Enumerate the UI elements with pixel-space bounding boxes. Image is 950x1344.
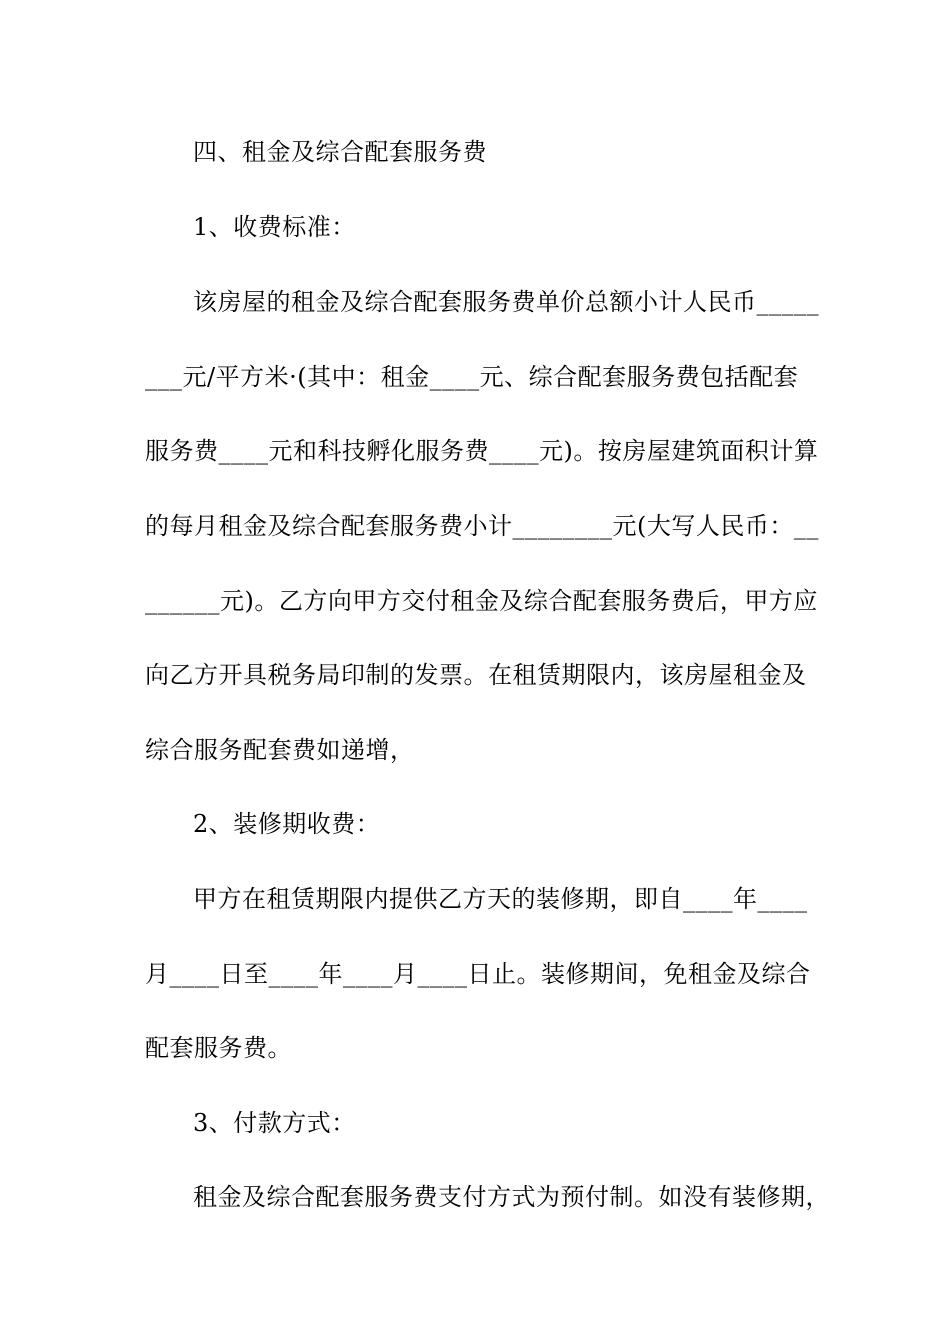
- paragraph-line: ___元/平方米·(其中：租金____元、综合配套服务费包括配套: [145, 363, 799, 391]
- paragraph-line: 向乙方开具税务局印制的发票。在租赁期限内，该房屋租金及: [145, 661, 807, 689]
- paragraph-line: 配套服务费。: [145, 1034, 292, 1062]
- paragraph-line: 月____日至____年____月____日止。装修期间，免租金及综合: [145, 960, 811, 988]
- paragraph-line: 甲方在租赁期限内提供乙方天的装修期，即自____年____: [193, 885, 808, 913]
- section-heading: 四、租金及综合配套服务费: [193, 138, 487, 166]
- subsection-heading-payment: 3、付款方式：: [193, 1109, 356, 1137]
- paragraph-line: 该房屋的租金及综合配套服务费单价总额小计人民币_____: [193, 288, 819, 316]
- subsection-heading-renovation: 2、装修期收费：: [193, 810, 381, 838]
- subsection-heading-fee-standard: 1、收费标准：: [193, 213, 356, 241]
- paragraph-line: 综合服务配套费如递增，: [145, 736, 415, 764]
- paragraph-line: 的每月租金及综合配套服务费小计________元(大写人民币：__: [145, 512, 819, 540]
- paragraph-line: 租金及综合配套服务费支付方式为预付制。如没有装修期，: [193, 1183, 830, 1211]
- paragraph-line: ______元)。乙方向甲方交付租金及综合配套服务费后，甲方应: [145, 587, 818, 615]
- paragraph-line: 服务费____元和科技孵化服务费____元)。按房屋建筑面积计算: [145, 437, 819, 465]
